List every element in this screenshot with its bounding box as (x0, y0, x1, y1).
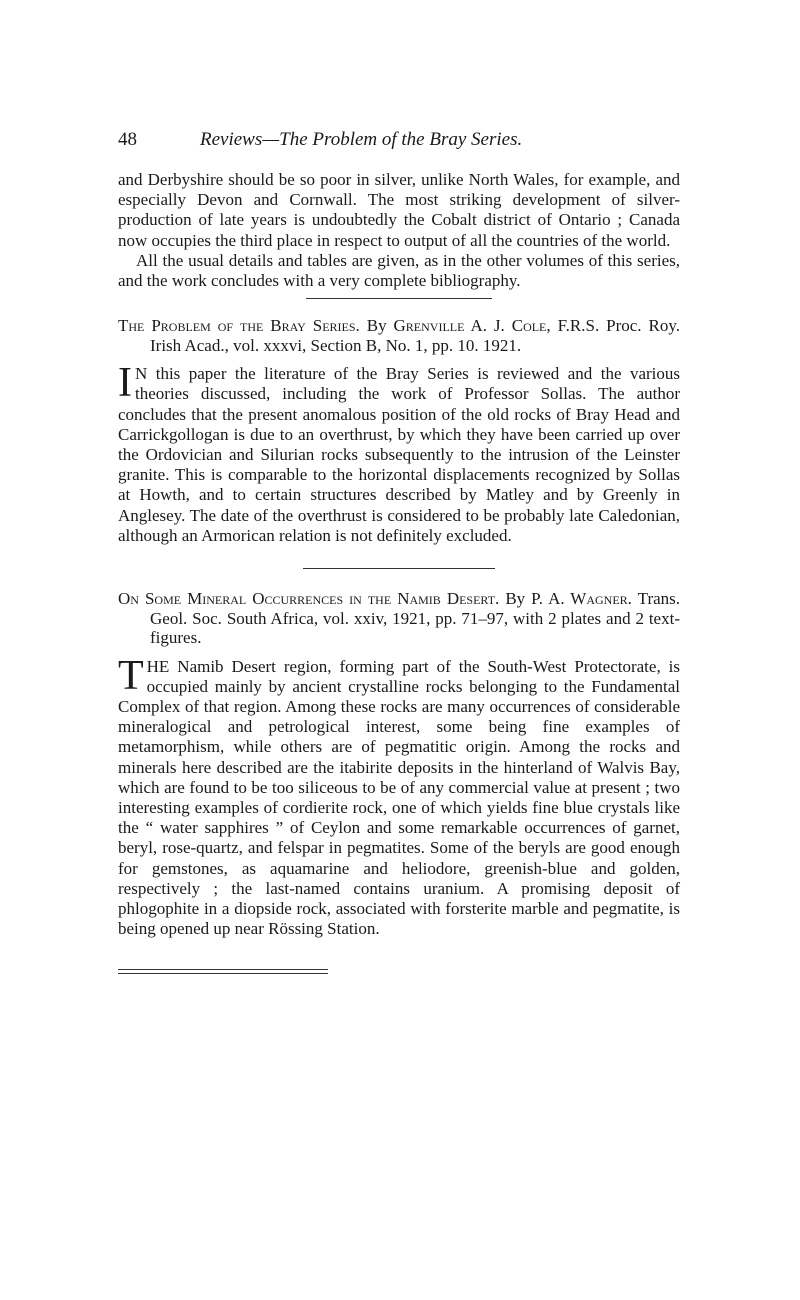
drop-cap-rest: N (135, 364, 148, 384)
review-title: The Problem of the Bray Series. (118, 316, 360, 336)
review-body-namib (118, 652, 680, 940)
drop-cap-rest: HE (146, 656, 170, 676)
review-body-bray (118, 360, 680, 546)
drop-cap: T (118, 652, 144, 699)
review-body-text: Namib Desert region, forming part of the South-West Protectorate, is occupied mainly by ancient crystalline rocks belonging to the Fundamental Complex of that region. Among these rocks are many occurrences of considerable mineralogical and petrological interest, some being fine examples of metamorphism, while others are of pegmatitic origin. Among the rocks and minerals here described are the itabirite deposits in the hinterland of Walvis Bay, which are found to be too siliceous to be of any commercial value at present ; two interesting examples of cordierite rock, one of which yields fine blue crystals like the “ water sapphires ” of Ceylon and some remarkable occurrences of garnet, beryl, rose-quartz, and felspar in pegmatites. Some of the beryls are good enough for gemstones, as aquamarine and heliodore, greenish-blue and golden, respectively ; the last-named contains uranium. A promising deposit of phlogophite in a diopside rock, associated with forsterite marble and pegmatite, is being opened up near Rössing Station. (118, 656, 680, 939)
review-heading-namib (118, 589, 680, 648)
drop-cap: I (118, 360, 132, 407)
review-heading-bray (118, 316, 680, 355)
end-divider-line (118, 969, 328, 970)
review-citation: F.R.S. Proc. Roy. Irish Acad., vol. xxxvi, Section B, No. 1, pp. 10. 1921. (150, 316, 680, 355)
running-head-title: Reviews—The Problem of the Bray Series. (200, 129, 523, 150)
section-divider (306, 298, 492, 299)
review-citation: Trans. Geol. Soc. South Africa, vol. xxiv, 1921, pp. 71–97, with 2 plates and 2 text-figures. (150, 589, 681, 648)
review-author: Grenville A. J. Cole, (393, 316, 551, 336)
review-by: By (366, 316, 387, 336)
page-number: 48 (118, 129, 137, 150)
review-title: On Some Mineral Occurrences in the Namib Desert. (118, 589, 500, 609)
review-body-text: this paper the literature of the Bray Series is reviewed and the various theories discussed, including the work of Professor Sollas. The author concludes that the present anomalous position of the old rocks of Bray Head and Carrickgollogan is due to an overthrust, by which they have been carried up over the Ordovician and Silurian rocks subsequently to the intrusion of the Leinster granite. This is comparable to the horizontal displacements recognized by Sollas at Howth, and to certain structures described by Matley and by Greenly in Anglesey. The date of the overthrust is considered to be probably late Caledonian, although an Armorican relation is not definitely excluded. (118, 364, 680, 545)
end-divider-line (118, 973, 328, 974)
review-by: By (505, 589, 526, 609)
end-divider (118, 969, 328, 974)
review-author: P. A. Wagner. (531, 589, 632, 609)
continued-paragraph-2: All the usual details and tables are given, as in the other volumes of this series, and the work concludes with a very complete bibliography. (118, 250, 680, 291)
page (118, 128, 680, 977)
running-head (118, 128, 680, 158)
continued-paragraph-1: and Derbyshire should be so poor in silver, unlike North Wales, for example, and especially Devon and Cornwall. The most striking development of silver-production of late years is undoubtedly the Cobalt district of Ontario ; Canada now occupies the third place in respect to output of all the countries of the world. (118, 170, 680, 250)
section-divider (303, 568, 495, 569)
